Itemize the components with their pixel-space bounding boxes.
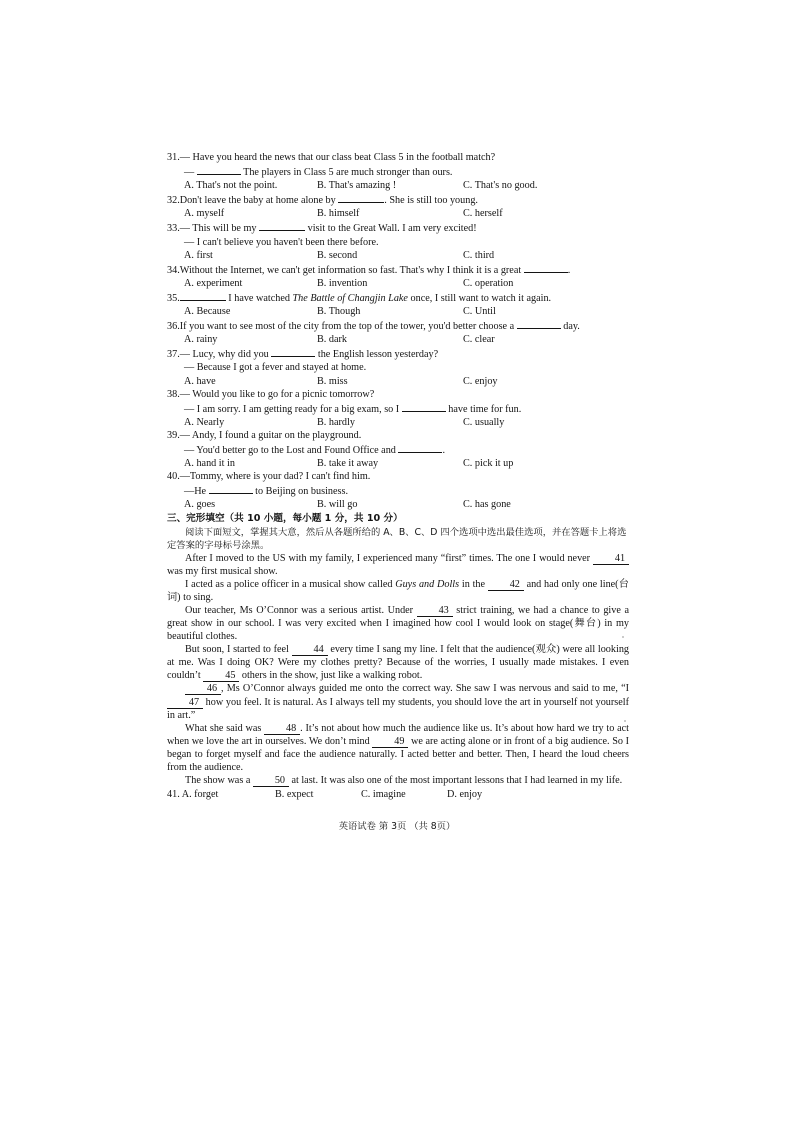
- options-31: A. That's not the point. B. That's amazing ! C. That's no good.: [184, 180, 538, 192]
- blank-47: 47: [167, 697, 203, 709]
- scan-speck: [622, 636, 624, 638]
- paragraph: After I moved to the US with my family, I experienced many “first” times. The one I would never 41 was my first musical show.: [167, 552, 629, 578]
- options-37: A. have B. miss C. enjoy: [184, 375, 498, 387]
- blank-50: 50: [253, 775, 289, 787]
- question-35: 35. I have watched The Battle of Changjin Lake once, I still want to watch it again. A. Because B. Though C. Until: [167, 290, 629, 318]
- paragraph: What she said was 48 . It’s not about how much the audience like us. It’s about how hard we try to act when we love the art in ourselves. We don’t mind 49 we are acting alone or in front of a big audience. So I began to forget myself and face the audience naturally. I acted better and better. Then, I heard the loud cheers from the audience.: [167, 722, 629, 774]
- options-33: A. first B. second C. third: [184, 249, 495, 261]
- blank-41: 41: [593, 553, 629, 565]
- question-38: 38.— Would you like to go for a picnic tomorrow? — I am sorry. I am getting ready for a big exam, so I have time for fun. A. Nearly B. hardly C. usually: [167, 388, 629, 429]
- question-32: 32.Don't leave the baby at home alone by . She is still too young. A. myself B. himself C. herself: [167, 192, 629, 220]
- answer-blank: [398, 442, 442, 453]
- blank-48: 48: [264, 723, 300, 735]
- question-37: 37.— Lucy, why did you the English lesson yesterday? — Because I got a fever and stayed at home. A. have B. miss C. enjoy: [167, 346, 629, 387]
- answer-blank: [259, 220, 305, 231]
- answer-blank: [517, 318, 561, 329]
- paragraph: Our teacher, Ms O’Connor was a serious artist. Under 43 strict training, we had a chance to give a great show in our school. I was very excited when I imagined how cool I would look on stage(舞台) in my beautiful clothes.: [167, 604, 629, 643]
- scan-speck: [624, 720, 626, 722]
- page-footer: 英语试卷 第 3页 （共 8页）: [338, 821, 456, 832]
- paragraph: I acted as a police officer in a musical show called Guys and Dolls in the 42 and had only one line(台词) to sing.: [167, 578, 629, 603]
- question-33: 33.— This will be my visit to the Great Wall. I am very excited! — I can't believe you haven't been there before. A. first B. second C. third: [167, 220, 629, 261]
- blank-43: 43: [417, 605, 453, 617]
- question-36: 36.If you want to see most of the city from the top of the tower, you'd better choose a day. A. rainy B. dark C. clear: [167, 318, 629, 346]
- options-40: A. goes B. will go C. has gone: [184, 499, 511, 511]
- options-38: A. Nearly B. hardly C. usually: [184, 416, 505, 428]
- options-32: A. myself B. himself C. herself: [184, 208, 503, 220]
- options-36: A. rainy B. dark C. clear: [184, 334, 495, 346]
- question-34: 34.Without the Internet, we can't get information so fast. That's why I think it is a great . A. experiment B. invention C. operation: [167, 262, 629, 290]
- answer-blank: [180, 290, 226, 301]
- blank-46: 46: [185, 683, 221, 695]
- exam-content: [167, 151, 629, 801]
- paragraph: But soon, I started to feel 44 every time I sang my line. I felt that the audience(观众) were all looking at me. Was I doing OK? Were my clothes pretty? Because of the worries, I usually made mistakes. I even couldn’t 45 others in the show, just like a walking robot.: [167, 644, 630, 682]
- question-41: 41. A. forget B. expect C. imagine D. enjoy: [167, 789, 483, 801]
- question-39: 39.— Andy, I found a guitar on the playground. — You'd better go to the Lost and Found Office and . A. hand it in B. take it away C. pick it up: [167, 429, 629, 470]
- section-instruction: 阅读下面短文，掌握其大意，然后从各题所给的 A、B、C、D 四个选项中选出最佳选项，并在答题卡上将选定答案的字母标号涂黑。: [167, 526, 627, 551]
- answer-blank: [338, 192, 384, 203]
- answer-blank: [524, 262, 568, 273]
- options-34: A. experiment B. invention C. operation: [184, 277, 514, 289]
- question-40: 40.—Tommy, where is your dad? I can't find him. —He to Beijing on business. A. goes B. will go C. has gone: [167, 470, 629, 511]
- answer-blank: [402, 401, 446, 412]
- paragraph: The show was a 50 at last. It was also one of the most important lessons that I had learned in my life.: [185, 775, 623, 787]
- blank-49: 49: [372, 736, 408, 748]
- blank-45: 45: [203, 670, 239, 682]
- answer-blank: [197, 164, 241, 175]
- section-heading: 三、完形填空（共 10 小题，每小题 1 分，共 10 分）: [167, 513, 403, 525]
- paragraph: 46 , Ms O’Connor always guided me onto the correct way. She saw I was nervous and said to me, “I 47 how you feel. It is natural. As I always tell my students, you should love the art in yourself not yourself in art.”: [167, 683, 629, 721]
- blank-42: 42: [488, 579, 524, 591]
- cloze-passage: [167, 552, 629, 788]
- options-35: A. Because B. Though C. Until: [184, 306, 496, 318]
- blank-44: 44: [292, 644, 328, 656]
- answer-blank: [209, 483, 253, 494]
- answer-blank: [271, 346, 315, 357]
- options-39: A. hand it in B. take it away C. pick it up: [184, 458, 514, 470]
- question-31: 31.— Have you heard the news that our class beat Class 5 in the football match? — The players in Class 5 are much stronger than ours. A. That's not the point. B. That's amazing ! C. That's no good.: [167, 151, 629, 192]
